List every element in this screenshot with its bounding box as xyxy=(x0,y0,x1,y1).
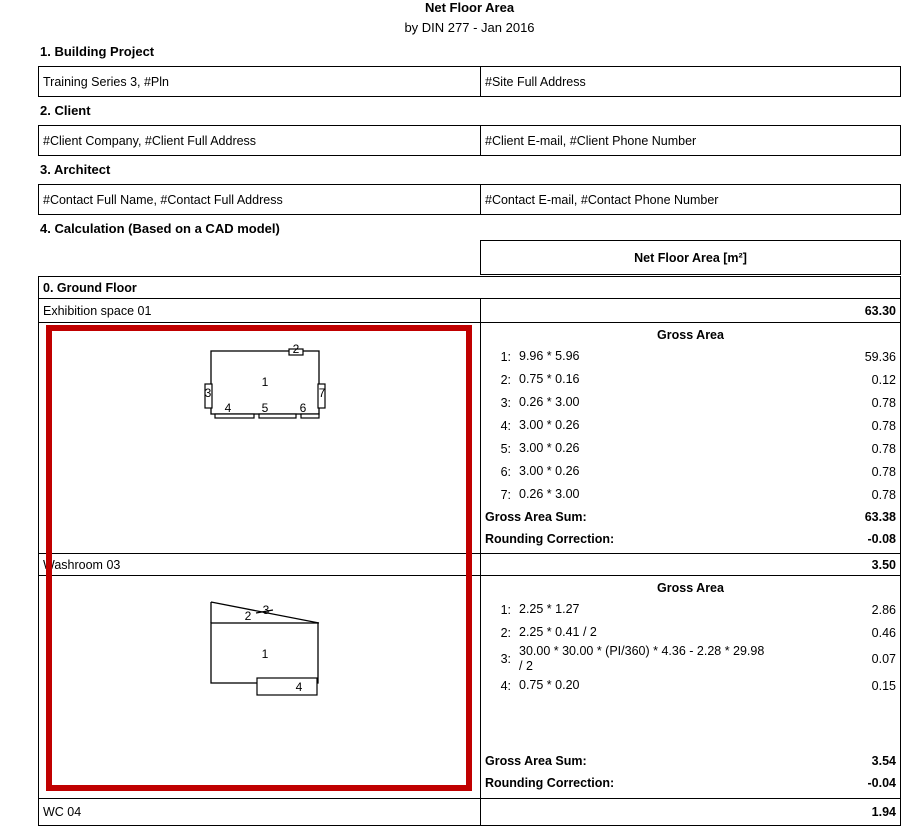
client-row xyxy=(38,125,901,156)
calc-line-formula: 3.00 * 0.26 xyxy=(519,418,580,432)
calc-line-number: 1: xyxy=(500,349,511,364)
calc-line-number: 5: xyxy=(500,441,511,456)
room-net-area: 1.94 xyxy=(871,805,896,819)
calc-line-formula: 30.00 * 30.00 * (PI/360) * 4.36 - 2.28 * 29.98 / 2 xyxy=(519,644,765,673)
calc-line-formula: 3.00 * 0.26 xyxy=(519,464,580,478)
room-net-area: 63.30 xyxy=(864,303,896,318)
calc-column-washroom xyxy=(481,576,900,798)
plan-label: 5 xyxy=(261,401,269,415)
floor-plan-exhibition-drawing xyxy=(39,323,479,553)
calc-line-formula: 0.26 * 3.00 xyxy=(519,487,580,501)
calc-line-number: 7: xyxy=(500,487,511,502)
rounding-correction-value: -0.08 xyxy=(867,532,896,546)
gross-area-sum-line xyxy=(485,750,896,772)
calc-line-number: 1: xyxy=(500,602,511,617)
calc-line xyxy=(485,368,896,391)
report-content xyxy=(38,0,901,826)
net-floor-area-header-row xyxy=(38,240,901,275)
section-heading-building-project: 1. Building Project xyxy=(40,44,155,59)
plan-label: 4 xyxy=(295,680,303,694)
calc-line-formula: 3.00 * 0.26 xyxy=(519,441,580,455)
calc-line-number: 4: xyxy=(500,418,511,433)
plan-label: 1 xyxy=(261,375,269,389)
gross-area-header: Gross Area xyxy=(657,581,724,595)
calc-line-formula: 0.75 * 0.16 xyxy=(519,372,580,386)
plan-door-opening xyxy=(215,414,254,418)
calc-line xyxy=(485,598,896,621)
architect-name-cell: #Contact Full Name, #Contact Full Address xyxy=(39,185,481,214)
calc-line-number: 6: xyxy=(500,464,511,479)
plan-label: 2 xyxy=(292,342,300,356)
calc-line-number: 3: xyxy=(500,652,511,666)
calc-line-value: 0.78 xyxy=(871,441,896,456)
plan-label: 3 xyxy=(262,603,270,617)
plan-label: 2 xyxy=(244,609,252,623)
calc-line-value: 0.78 xyxy=(871,418,896,433)
project-name-cell: Training Series 3, #Pln xyxy=(39,67,481,96)
section-heading-calculation: 4. Calculation (Based on a CAD model) xyxy=(40,221,280,236)
calc-line xyxy=(485,460,896,483)
calc-line-value: 0.78 xyxy=(871,487,896,502)
calc-line xyxy=(485,414,896,437)
calc-line-number: 3: xyxy=(500,395,511,410)
room-net-area: 3.50 xyxy=(871,557,896,572)
rounding-correction-value: -0.04 xyxy=(867,776,896,790)
gross-area-sum-line xyxy=(485,506,896,528)
plan-label: 1 xyxy=(261,647,269,661)
room-row-wc xyxy=(38,798,901,826)
calc-line-number: 4: xyxy=(500,678,511,693)
rounding-correction-label: Rounding Correction: xyxy=(485,776,615,790)
calc-line xyxy=(485,391,896,414)
report-title: Net Floor Area xyxy=(424,0,515,15)
header-row-spacer xyxy=(38,240,480,275)
calc-row-exhibition xyxy=(38,322,901,554)
architect-row xyxy=(38,184,901,215)
calc-line-formula: 0.26 * 3.00 xyxy=(519,395,580,409)
calc-line-value: 0.12 xyxy=(871,372,896,387)
calc-line xyxy=(485,483,896,506)
calc-line-value: 59.36 xyxy=(864,349,896,364)
client-company-cell: #Client Company, #Client Full Address xyxy=(39,126,481,155)
net-floor-area-column-header: Net Floor Area [m²] xyxy=(480,240,901,275)
calc-line-number: 2: xyxy=(500,625,511,640)
plan-label: 7 xyxy=(318,386,326,400)
architect-contact-cell: #Contact E-mail, #Contact Phone Number xyxy=(485,192,719,207)
site-address-cell: #Site Full Address xyxy=(485,74,586,89)
calc-line xyxy=(485,345,896,368)
plan-label: 6 xyxy=(299,401,307,415)
gross-area-sum-value: 3.54 xyxy=(871,754,896,768)
rounding-correction-label: Rounding Correction: xyxy=(485,532,615,546)
calc-column-exhibition xyxy=(481,323,900,553)
room-name: Exhibition space 01 xyxy=(39,299,481,322)
report-subtitle: by DIN 277 - Jan 2016 xyxy=(404,20,535,35)
storey-row xyxy=(38,276,901,299)
plan-label: 3 xyxy=(204,386,212,400)
floor-plan-washroom-drawing xyxy=(39,576,479,798)
calc-line-value: 0.07 xyxy=(871,652,896,666)
rounding-correction-line xyxy=(485,528,896,550)
calc-line-value: 0.78 xyxy=(871,464,896,479)
calc-line-value: 0.46 xyxy=(871,625,896,640)
calc-line xyxy=(485,437,896,460)
calc-line-formula: 2.25 * 1.27 xyxy=(519,602,580,616)
calc-line-formula: 9.96 * 5.96 xyxy=(519,349,580,363)
gross-area-sum-value: 63.38 xyxy=(864,510,896,524)
calc-line xyxy=(485,621,896,644)
calc-line-number: 2: xyxy=(500,372,511,387)
calc-line xyxy=(485,644,896,674)
room-row-exhibition xyxy=(38,298,901,323)
calc-line xyxy=(485,674,896,697)
calc-line-value: 0.15 xyxy=(871,678,896,693)
gross-area-header: Gross Area xyxy=(657,328,724,342)
room-row-washroom xyxy=(38,553,901,576)
room-name: WC 04 xyxy=(39,799,481,825)
plan-label: 4 xyxy=(224,401,232,415)
calc-line-formula: 0.75 * 0.20 xyxy=(519,678,580,692)
calc-line-formula: 2.25 * 0.41 / 2 xyxy=(519,625,597,639)
client-contact-cell: #Client E-mail, #Client Phone Number xyxy=(485,133,697,148)
plan-annex-box xyxy=(257,678,317,695)
calc-row-washroom xyxy=(38,575,901,799)
room-name: Washroom 03 xyxy=(39,554,481,575)
floor-plan-exhibition xyxy=(39,323,481,553)
gross-area-sum-label: Gross Area Sum: xyxy=(485,510,587,524)
section-heading-architect: 3. Architect xyxy=(40,162,111,177)
building-project-row xyxy=(38,66,901,97)
section-heading-client: 2. Client xyxy=(40,103,91,118)
calc-line-value: 2.86 xyxy=(871,602,896,617)
storey-name: 0. Ground Floor xyxy=(43,280,137,295)
floor-plan-washroom xyxy=(39,576,481,798)
calc-line-value: 0.78 xyxy=(871,395,896,410)
rounding-correction-line xyxy=(485,772,896,794)
gross-area-sum-label: Gross Area Sum: xyxy=(485,754,587,768)
